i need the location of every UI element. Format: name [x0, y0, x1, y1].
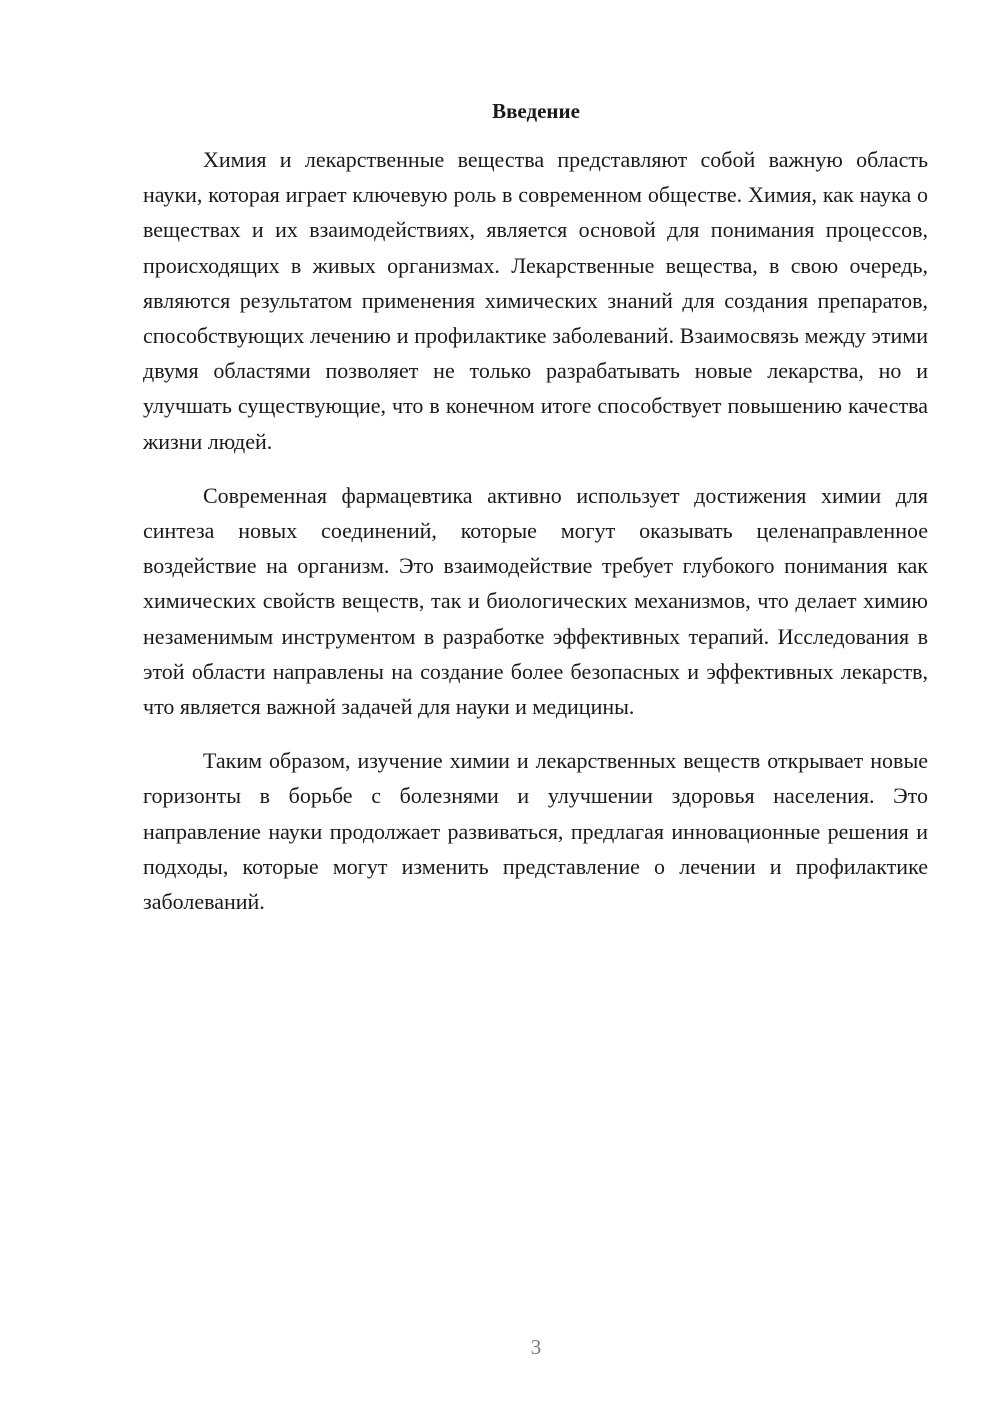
- paragraph-3: Таким образом, изучение химии и лекарственных веществ открывает новые горизонты в борьбе с болезнями и улучшении здоровья населения. Это направление науки продолжает развиваться, предлагая инновационные решения и подходы, которые могут изменить представление о лечении и профилактике заболеваний.: [143, 748, 928, 915]
- section-title: Введение: [492, 99, 580, 123]
- paragraph-2: Современная фармацевтика активно использует достижения химии для синтеза новых соединений, которые могут оказывать целенаправленное воздействие на организм. Это взаимодействие требует глубокого понимания как химических свойств веществ, так и биологических механизмов, что делает химию незаменимым инструментом в разработке эффективных терапий. Исследования в этой области направлены на создание более безопасных и эффективных лекарств, что является важной задачей для науки и медицины.: [143, 482, 928, 720]
- page-number: 3: [530, 1335, 542, 1359]
- paragraph-1: Химия и лекарственные вещества представляют собой важную область науки, которая играет ключевую роль в современном обществе. Химия, как наука о веществах и их взаимодействиях, является основой для понимания процессов, происходящих в живых организмах. Лекарственные вещества, в свою очередь, являются результатом применения химических знаний для создания препаратов, способствующих лечению и профилактике заболеваний. Взаимосвязь между этими двумя областями позволяет не только разрабатывать новые лекарства, но и улучшать существующие, что в конечном итоге способствует повышению качества жизни людей.: [143, 147, 928, 454]
- body-text: [143, 142, 928, 938]
